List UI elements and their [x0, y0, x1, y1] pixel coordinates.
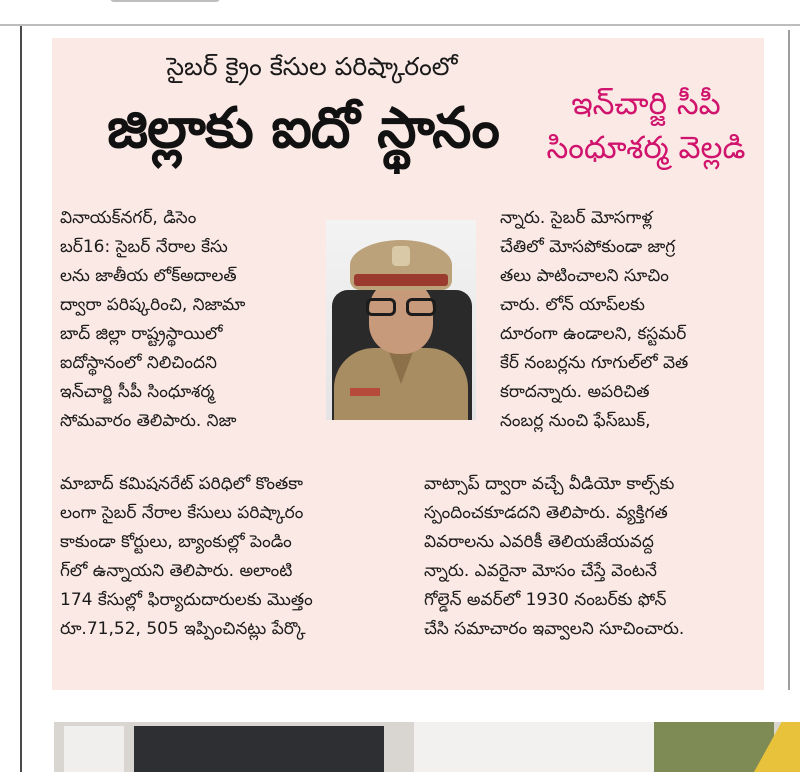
column-divider-left	[20, 26, 22, 772]
body-line: న్నారు. ఎవరైనా మోసం చేస్తే వెంటనే	[424, 561, 657, 581]
article-headline: జిల్లాకు ఐదో స్థానం	[107, 96, 499, 161]
body-line: 174 కేసుల్లో ఫిర్యాదుదారులకు మొత్తం	[60, 590, 313, 610]
body-line: న్నారు. సైబర్ మోసగాళ్ల	[500, 208, 653, 228]
body-line: చేతిలో మోసపోకుండా జాగ్ర	[500, 237, 676, 257]
body-line: మాబాద్ కమిషనరేట్ పరిధిలో కొంతకా	[60, 474, 303, 494]
body-line: దూరంగా ఉండాలని, కస్టమర్	[500, 324, 687, 344]
body-line: గ్‌లో ఉన్నాయని తెలిపారు. అలాంటి	[60, 561, 293, 581]
photo-dark-door	[134, 726, 384, 772]
body-line: కరాదన్నారు. అపరిచిత	[500, 382, 650, 402]
body-line: ఇన్‌చార్జి సీపీ సింధూశర్మ	[60, 382, 215, 402]
body-line: రూ.71,52, 505 ఇప్పించినట్లు పేర్కొ	[60, 619, 306, 639]
photo-ribbon	[350, 388, 380, 396]
body-line: కేర్ నంబర్లను గూగుల్‌లో వెత	[500, 353, 689, 373]
article-column-2	[60, 470, 410, 644]
body-line: తలు పాటించాలని సూచిం	[500, 266, 669, 286]
body-line: చారు. లోన్ యాప్‌లకు	[500, 295, 645, 315]
article-column-1	[60, 204, 324, 436]
body-line: లను జాతీయ లోక్‌అదాలత్	[60, 266, 237, 286]
side-headline-line-2: సింధూశర్మ వెల్లడి	[546, 130, 746, 166]
next-article-photo	[54, 722, 800, 772]
body-line: లంగా సైబర్ నేరాల కేసులు పరిష్కారం	[60, 503, 304, 523]
column-divider-right	[788, 30, 790, 690]
photo-wall	[414, 722, 654, 772]
body-line: బాద్ జిల్లా రాష్ట్రస్థాయిలో	[60, 324, 223, 344]
side-headline-line-1: ఇన్‌చార్జి సీపీ	[571, 86, 721, 122]
body-line: వివరాలను ఎవరికీ తెలియజేయవద్ద	[424, 532, 654, 552]
previous-article-text-fragment	[110, 0, 220, 2]
news-article	[52, 38, 764, 690]
article-kicker: సైబర్ క్రైం కేసుల పరిష్కారంలో	[166, 52, 458, 81]
article-column-4	[424, 470, 756, 644]
body-line: వినాయక్‌నగర్, డిసెం	[60, 208, 197, 228]
photo-tree	[654, 722, 774, 772]
body-line: స్పందించకూడదని తెలిపారు. వ్యక్తిగత	[424, 503, 668, 523]
body-line: కాకుండా కోర్టులు, బ్యాంకుల్లో పెండిం	[60, 532, 292, 552]
previous-article-edge	[0, 0, 800, 26]
photo-cap-badge	[392, 246, 410, 266]
body-line: బర్16: సైబర్ నేరాల కేసు	[60, 237, 228, 257]
photo-cap-band	[354, 274, 448, 286]
article-column-3	[500, 204, 756, 436]
body-line: వాట్సాప్ ద్వారా వచ్చే వీడియో కాల్స్‌కు	[424, 474, 675, 494]
photo-glasses	[366, 298, 436, 318]
photo-door-frame	[64, 726, 124, 772]
cp-portrait-photo	[326, 220, 476, 420]
body-line: సోమవారం తెలిపారు. నిజా	[60, 411, 237, 431]
body-line: నంబర్ల నుంచి ఫేస్‌బుక్,	[500, 411, 651, 431]
body-line: ద్వారా పరిష్కరించి, నిజామా	[60, 295, 246, 315]
body-line: ఐదోస్థానంలో నిలిచిందని	[60, 353, 217, 373]
body-line: గోల్డెన్ అవర్‌లో 1930 నంబర్‌కు ఫోన్	[424, 590, 667, 610]
body-line: చేసి సమాచారం ఇవ్వాలని సూచించారు.	[424, 619, 685, 639]
article-side-headline	[530, 82, 762, 170]
